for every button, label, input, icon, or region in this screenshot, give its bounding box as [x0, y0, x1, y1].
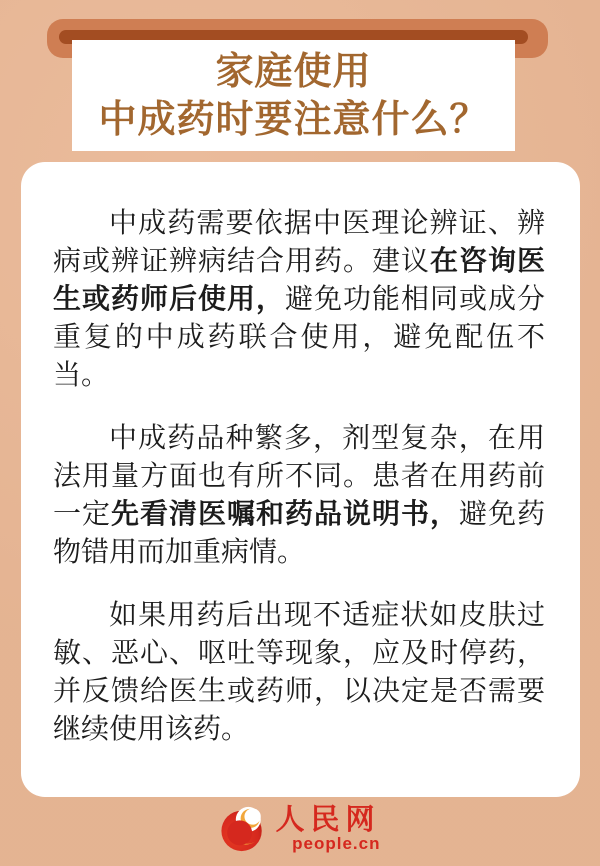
page-title-line-1: 家庭使用: [215, 50, 372, 93]
paragraph: [53, 596, 545, 748]
paragraph-bold-run: 在咨询医生或药师后使用，: [53, 245, 545, 314]
brand-text-block: [275, 805, 380, 853]
paragraph: [53, 204, 545, 394]
content-card: [21, 162, 580, 797]
title-card: [72, 40, 515, 151]
paragraph: [53, 419, 545, 571]
brand-name: 人民网: [275, 804, 381, 836]
paragraph-run: 中成药品种繁多，剂型复杂，在用法用量方面也有所不同。患者在用药前一定: [53, 422, 545, 529]
brand-domain: people.cn: [292, 834, 381, 853]
paragraph-run: 避免药物错用而加重病情。: [53, 498, 545, 567]
paragraph-bold-run: 先看清医嘱和药品说明书，: [111, 498, 459, 529]
page-title-line-2: 中成药时要注意什么？: [98, 98, 489, 141]
body-paragraphs: [53, 204, 545, 748]
footer-logo: [219, 805, 380, 853]
paragraph-run: 中成药需要依据中医理论辨证、辨病或辨证辨病结合用药。建议: [53, 207, 545, 276]
paragraph-run: 如果用药后出现不适症状如皮肤过敏、恶心、呕吐等现象，应及时停药，并反馈给医生或药师，以决定是否需要继续使用该药。: [53, 599, 545, 744]
paragraph-run: 避免功能相同或成分重复的中成药联合使用，避免配伍不当。: [53, 283, 545, 390]
people-daily-swirl-icon: [219, 805, 267, 853]
